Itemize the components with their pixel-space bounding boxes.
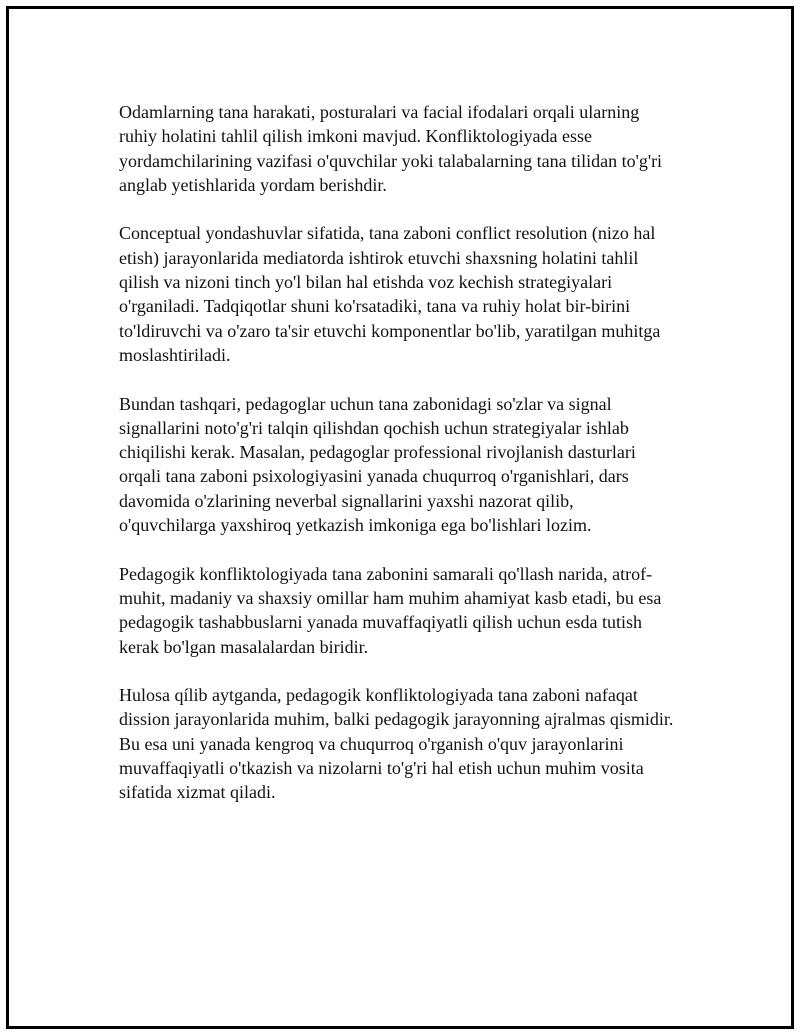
paragraph-3: Bundan tashqari, pedagoglar uchun tana zabonidagi so'zlar va signal signallarini noto'g'ri talqin qilishdan qochish uchun strategiyalar ishlab chiqilishi kerak. Masalan, pedagoglar professional rivojlanish dasturlari orqali tana zaboni psixologiyasini yanada chuqurroq o'rganishlari, dars davomida o'zlarining neverbal signallarini yaxshi nazorat qilib, o'quvchilarga yaxshiroq yetkazish imkoniga ega bo'lishlari lozim. <box>119 393 636 536</box>
paragraph-1: Odamlarning tana harakati, posturalari va facial ifodalari orqali ularning ruhiy holatini tahlil qilish imkoni mavjud. Konfliktologiyada esse yordamchilarining vazifasi o'quvchilar yoki talabalarning tana tilidan to'g'ri anglab yetishlarida yordam berishdir. <box>119 102 663 195</box>
page-border <box>6 6 794 1029</box>
paragraph-2: Conceptual yondashuvlar sifatida, tana zaboni conflict resolution (nizo hal etish) jarayonlarida mediatorda ishtirok etuvchi shaxsning holatini tahlil qilish va nizoni tinch yo'l bilan hal etishda voz kechish strategiyalari o'rganiladi. Tadqiqotlar shuni ko'rsatadiki, tana va ruhiy holat bir-birini to'ldiruvchi va o'zaro ta'sir etuvchi komponentlar bo'lib, yaratilgan muhitga moslashtiriladi. <box>119 223 661 365</box>
paragraph-5: Hulosa qílib aytganda, pedagogik konfliktologiyada tana zaboni nafaqat dission jarayonlarida muhim, balki pedagogik jarayonning ajralmas qismidir. Bu esa uni yanada kengroq va chuqurroq o'rganish o'quv jarayonlarini muvaffaqiyatli o'tkazish va nizolarni to'g'ri hal etish uchun muhim vosita sifatida xizmat qiladi. <box>119 685 674 803</box>
paragraph-4: Pedagogik konfliktologiyada tana zabonini samarali qo'llash narida, atrof- muhit, madaniy va shaxsiy omillar ham muhim ahamiyat kasb etadi, bu esa pedagogik tashabbuslarni yanada muvaffaqiyatli qilish uchun esda tutish kerak bo'lgan masalalardan biridir. <box>119 563 662 657</box>
document-body <box>119 100 699 829</box>
